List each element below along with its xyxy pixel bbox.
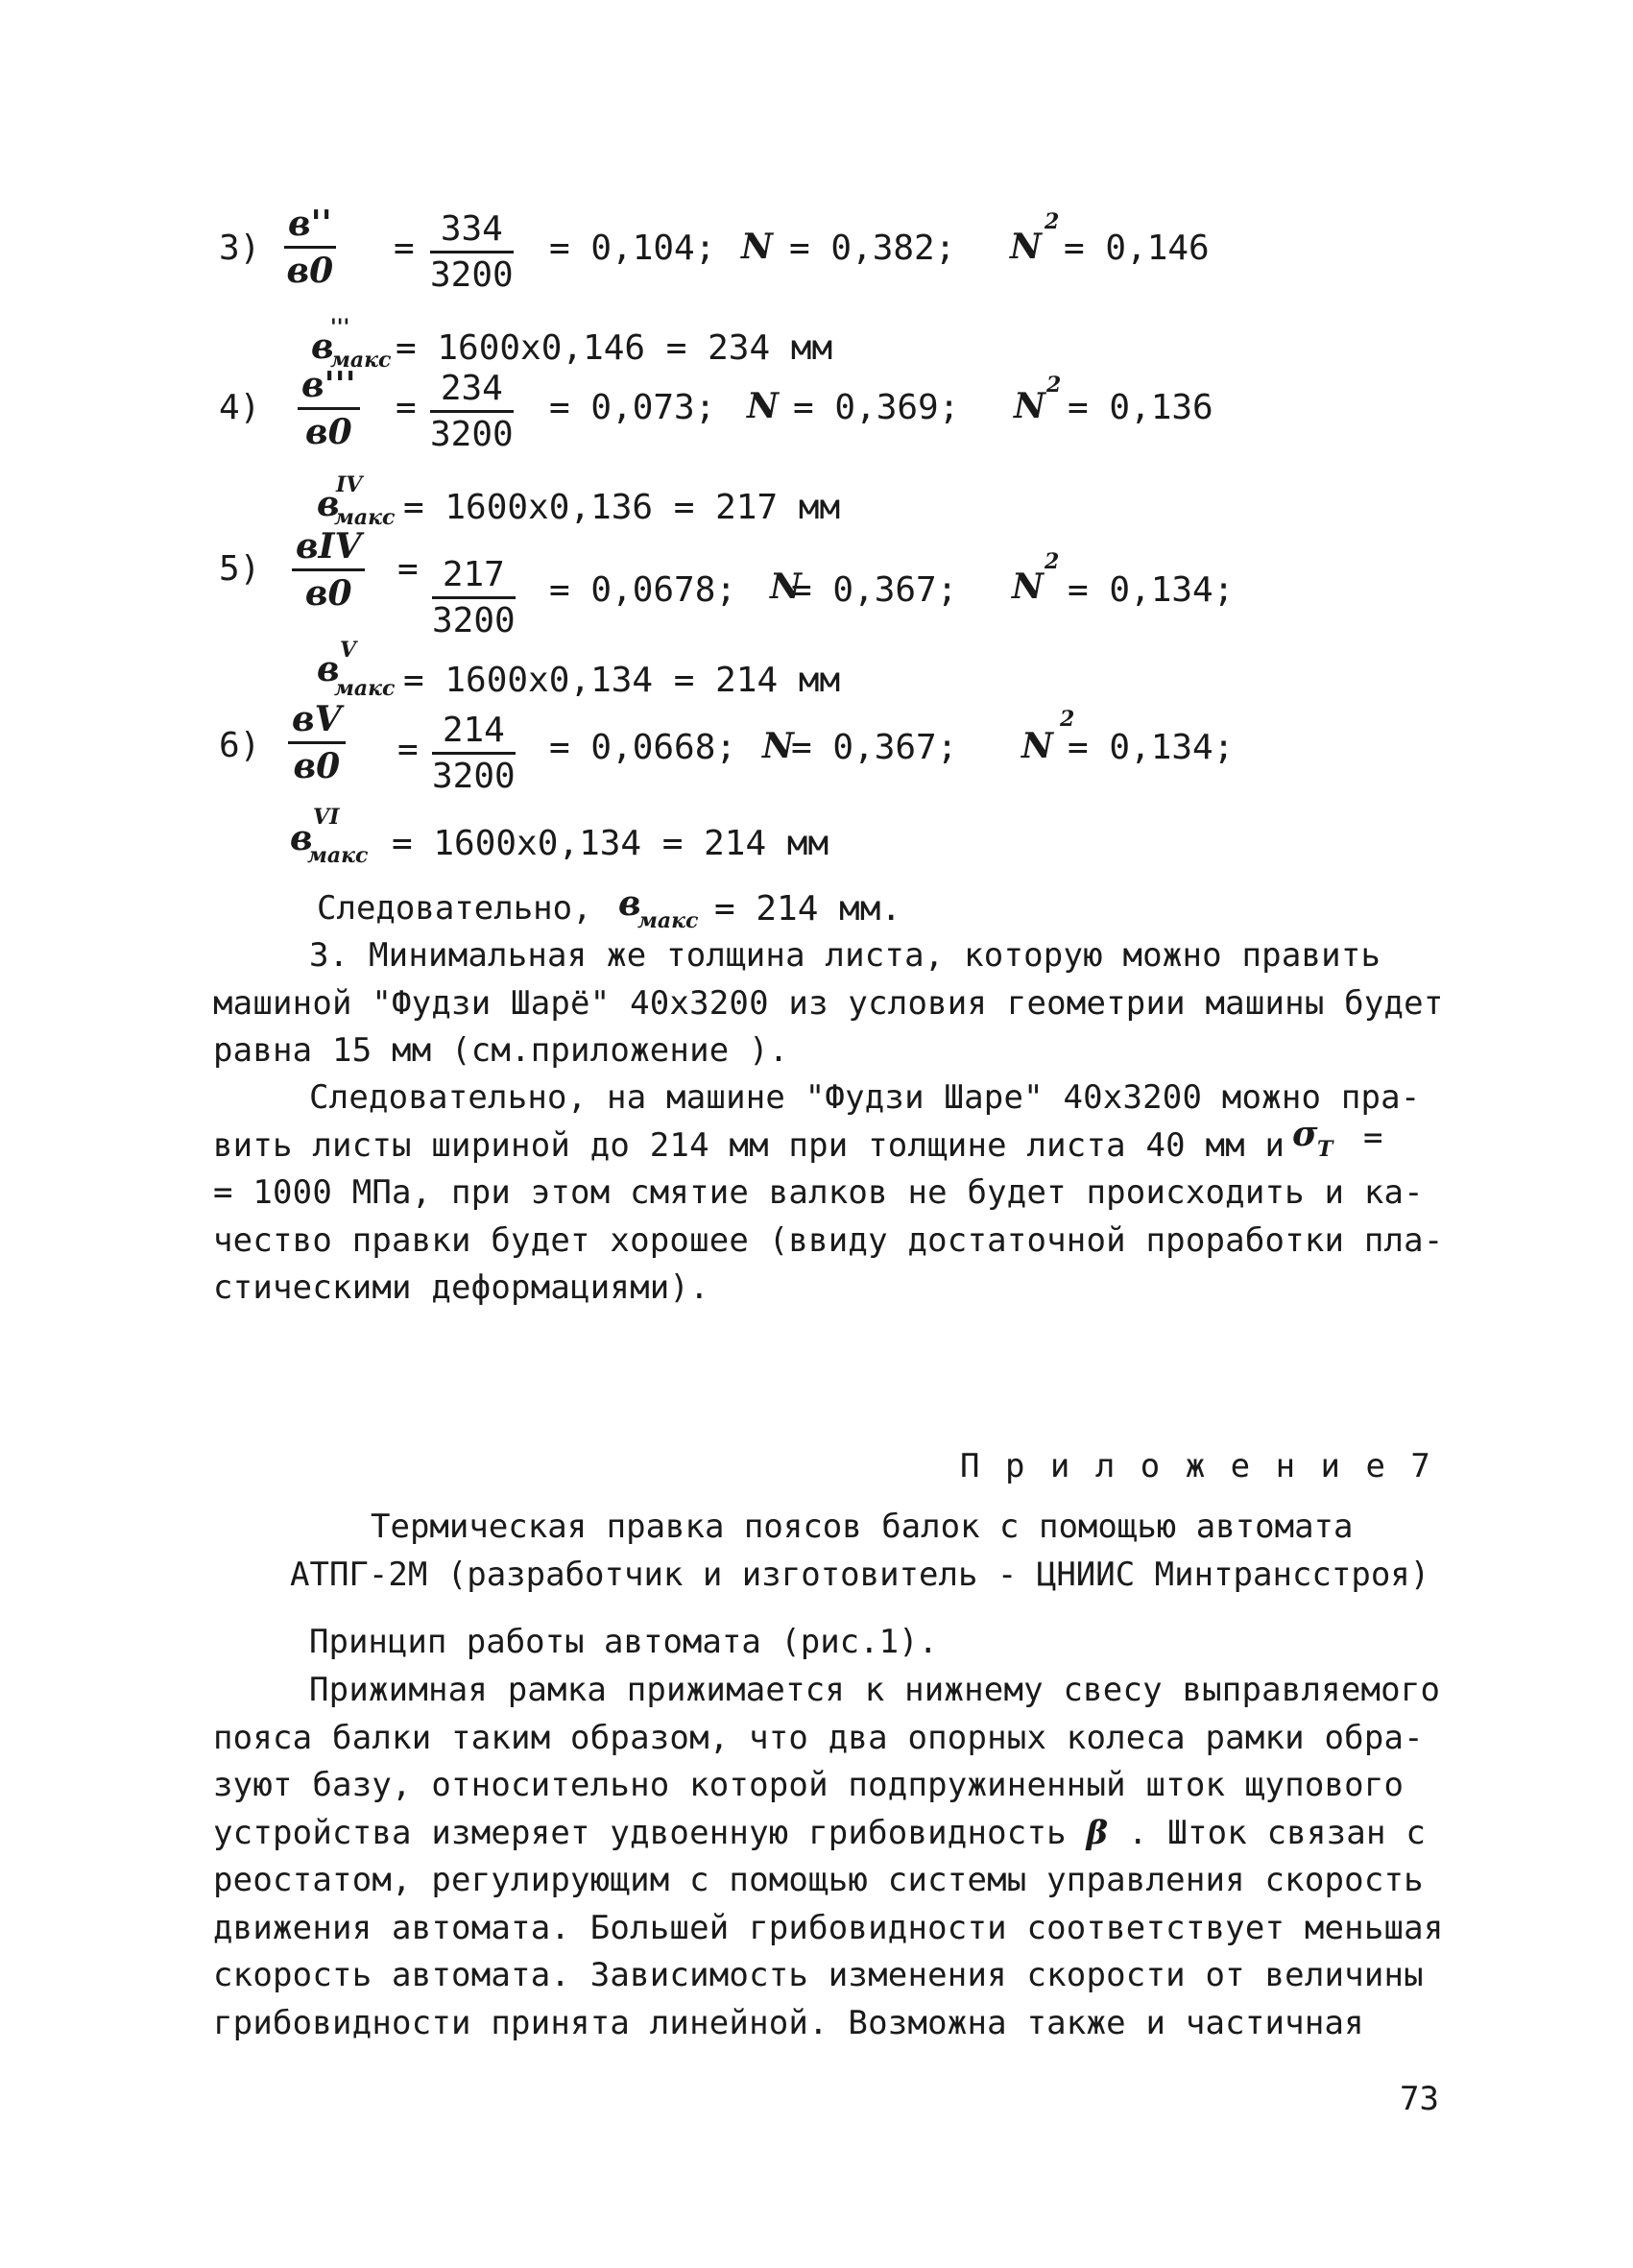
max-sup: V [340,638,357,663]
n2-symbol: N [1014,386,1045,426]
n2-symbol: N [1012,567,1044,607]
row-label: 3) [219,229,261,268]
lhs-fraction: вV в0 [288,699,346,786]
conclusion-sub: макс [637,908,699,933]
row-label: 5) [219,549,261,589]
n2-exponent: 2 [1045,549,1060,574]
n-symbol: N [770,567,802,607]
sigma-symbol: σ [1292,1114,1318,1154]
n-value: = 0,382; [789,229,956,268]
row-label: 4) [219,388,261,427]
max-symbol: в [290,818,313,858]
equals: = [397,549,419,589]
max-sup: ''' [330,315,350,340]
max-sup: IV [336,472,363,497]
appendix-heading: П р и л о ж е н и е 7 [960,1447,1433,1485]
n2-exponent: 2 [1046,373,1062,398]
max-expr: = 1600х0,134 = 214 мм [403,661,841,700]
lhs-fraction: в'' в0 [284,204,336,291]
n-value: = 0,367; [791,570,958,610]
max-sub: макс [334,505,396,530]
n2-value: = 0,136 [1068,388,1213,427]
n2-symbol: N [1021,726,1053,766]
conclusion-expr: = 214 мм. [714,889,902,929]
max-expr: = 1600х0,146 = 234 мм [396,328,833,368]
max-symbol: в [317,484,340,524]
paragraph-min-thickness: 3. Минимальная же толщина листа, которую можно править машиной "Фудзи Шарё" 40х3200 из условия геометрии машины будет равна 15 мм (см.приложение ). [213,936,1444,1070]
rhs-fraction: $\frac{217}{3200}$ [432,555,516,640]
body-line-beta: устройства измеряет удвоенную грибовидность β . Шток связан с [213,1813,1426,1852]
paragraph-conclusion: Следовательно, на машине "Фудзи Шаре" 40х3200 можно пра- вить листы шириной до 214 мм при толщине листа 40 мм и = 1000 МПа, при этом смятие валков не будет происходить и ка- чество правки будет хорошее (ввиду достаточной проработки пла- стическими деформациями). [213,1078,1444,1307]
equals: = [396,388,417,427]
ratio-value: = 0,104; [549,229,716,268]
max-sub: макс [330,348,392,373]
max-sub: макс [334,676,396,701]
sigma-eq: = [1363,1119,1383,1157]
lhs-fraction: в''' в0 [298,365,360,452]
n2-symbol: N [1010,227,1042,267]
rhs-fraction: $\frac{334}{3200}$ [430,209,514,295]
max-symbol: в [311,326,334,367]
max-expr: = 1600х0,136 = 217 мм [403,488,841,527]
max-expr: = 1600х0,134 = 214 мм [392,824,829,863]
appendix-title-line-1: Термическая правка поясов балок с помощью автомата [371,1508,1354,1546]
max-sup: VI [313,805,340,830]
ratio-value: = 0,073; [549,388,716,427]
n2-exponent: 2 [1060,707,1075,732]
n2-exponent: 2 [1045,209,1060,234]
rhs-fraction: $\frac{234}{3200}$ [430,369,514,454]
max-symbol: в [317,649,340,689]
equals: = [394,229,415,268]
rhs-fraction: $\frac{214}{3200}$ [432,711,516,796]
conclusion-symbol: в [618,883,641,924]
n-symbol: N [741,227,773,267]
n-value: = 0,367; [791,728,958,767]
lhs-fraction: вIV в0 [292,526,365,614]
equals: = [397,730,419,769]
row-label: 6) [219,726,261,765]
n2-value: = 0,134; [1068,570,1235,610]
n-value: = 0,369; [793,388,960,427]
sigma-sub: T [1317,1137,1333,1162]
beta-symbol: β [1086,1813,1109,1852]
conclusion-text: Следовательно, [317,889,592,928]
principle-heading: Принцип работы автомата (рис.1). [309,1623,939,1661]
n-symbol: N [747,386,779,426]
n2-value: = 0,134; [1068,728,1235,767]
ratio-value: = 0,0668; [549,728,737,767]
appendix-title-line-2: АТПГ-2М (разработчик и изготовитель - ЦНИИС Минтрансстроя) [290,1556,1430,1594]
n-symbol: N [762,726,794,766]
n2-value: = 0,146 [1064,229,1210,268]
page-number: 73 [1400,2080,1439,2118]
ratio-value: = 0,0678; [549,570,737,610]
max-sub: макс [307,843,369,868]
appendix-body: Прижимная рамка прижимается к нижнему свесу выправляемого пояса балки таким образом, что два опорных колеса рамки обра- зуют базу, относительно которой подпружиненный шток щупового устройства измеряет удвоенную грибовидность β . Шток связан с реостатом, регулирующим с помощью системы управления скорость движения автомата. Большей грибовидности соответствует меньшая скорость автомата. Зависимость изменения скорости от величины грибовидности принята линейной. Возможна также и частичная [213,1671,1444,2042]
